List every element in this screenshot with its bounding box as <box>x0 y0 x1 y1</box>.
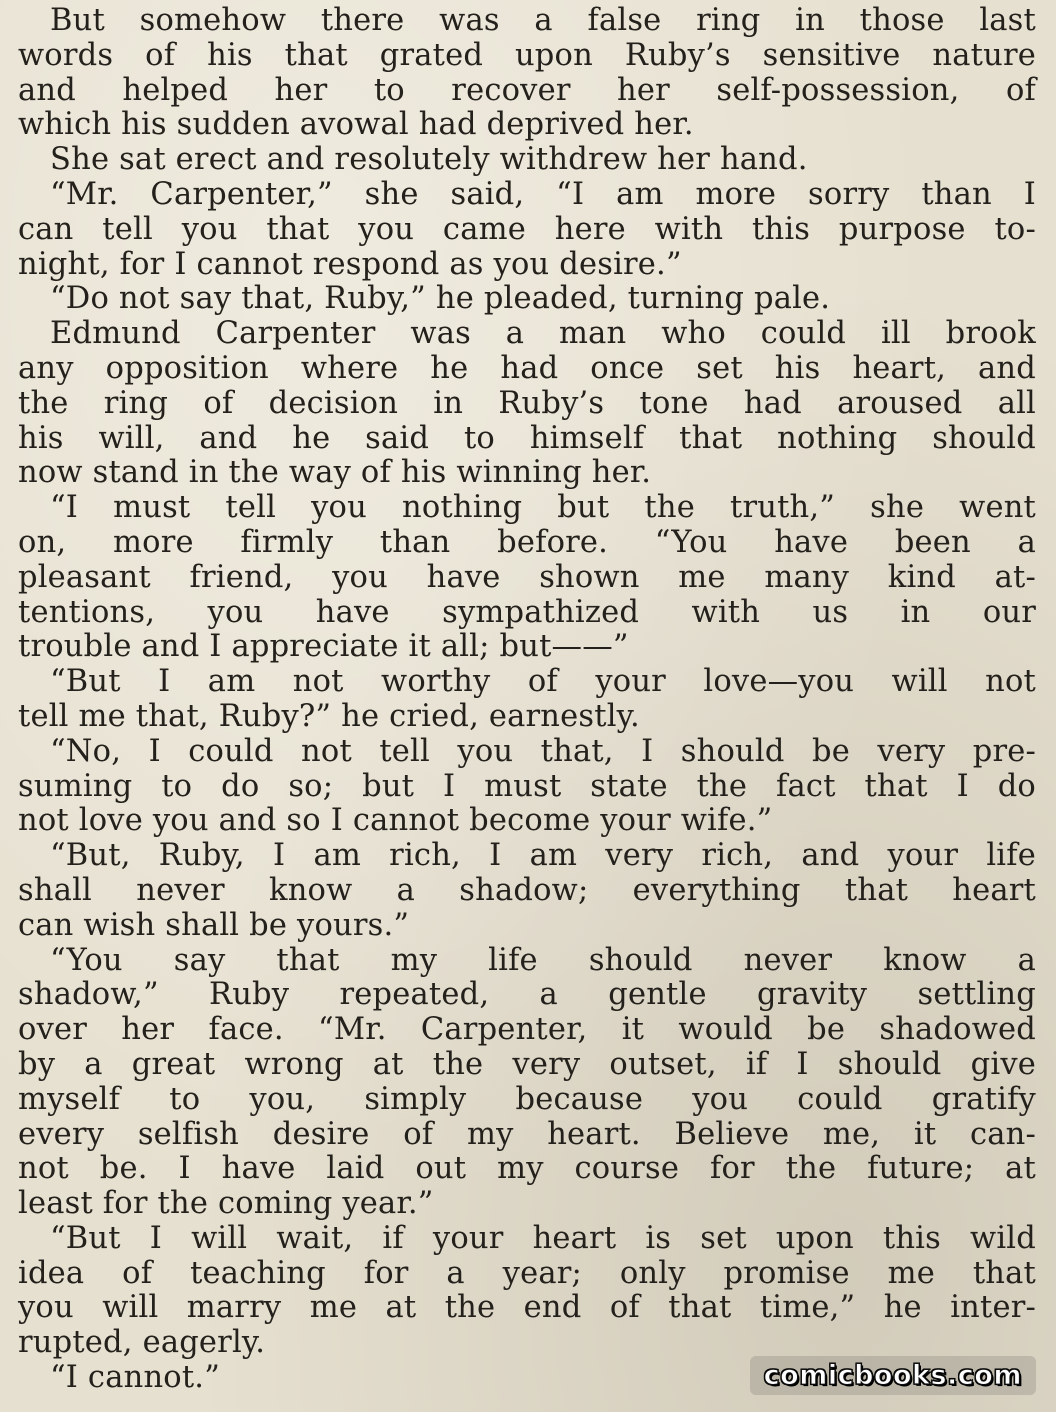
text-line: on, more firmly than before. “You have been a <box>18 524 1036 560</box>
text-line: “But, Ruby, I am rich, I am very rich, and your life <box>50 838 1036 874</box>
text-line: “No, I could not tell you that, I should be very pre- <box>50 733 1036 769</box>
watermark-logo: comicbooks.com <box>750 1356 1036 1395</box>
text-line: not be. I have laid out my course for the future; at <box>18 1151 1036 1187</box>
text-line: his will, and he said to himself that nothing should <box>18 420 1036 456</box>
text-line: rupted, eagerly. <box>18 1325 266 1361</box>
text-line: which his sudden avowal had deprived her. <box>18 107 694 143</box>
text-line: by a great wrong at the very outset, if I should give <box>18 1046 1036 1082</box>
text-column <box>18 4 1036 1396</box>
text-line: shall never know a shadow; everything that heart <box>18 872 1036 908</box>
text-line: over her face. “Mr. Carpenter, it would be shadowed <box>18 1012 1036 1048</box>
text-line: idea of teaching for a year; only promise me that <box>18 1255 1036 1291</box>
text-line: least for the coming year.” <box>18 1186 434 1222</box>
text-line: shadow,” Ruby repeated, a gentle gravity settling <box>18 977 1036 1013</box>
text-line: myself to you, simply because you could gratify <box>18 1081 1036 1117</box>
text-line: “But I will wait, if your heart is set upon this wild <box>50 1220 1036 1256</box>
text-line: any opposition where he had once set his heart, and <box>18 350 1036 386</box>
text-line: can tell you that you came here with this purpose to- <box>18 211 1036 247</box>
text-line: can wish shall be yours.” <box>18 907 410 943</box>
text-line: “I must tell you nothing but the truth,” she went <box>50 490 1036 526</box>
text-line: “Mr. Carpenter,” she said, “I am more sorry than I <box>50 176 1036 212</box>
text-line: the ring of decision in Ruby’s tone had aroused all <box>18 385 1036 421</box>
text-line: suming to do so; but I must state the fact that I do <box>18 768 1036 804</box>
text-line: pleasant friend, you have shown me many kind at- <box>18 559 1036 595</box>
text-line: every selfish desire of my heart. Believe me, it can- <box>18 1116 1036 1152</box>
text-line: you will marry me at the end of that time,” he inter- <box>18 1290 1036 1326</box>
text-line: “But I am not worthy of your love—you will not <box>50 664 1036 700</box>
text-line: trouble and I appreciate it all; but——” <box>18 629 629 665</box>
text-line: But somehow there was a false ring in those last <box>50 3 1036 38</box>
text-line: not love you and so I cannot become your wife.” <box>18 803 773 839</box>
text-line: and helped her to recover her self-possession, of <box>18 72 1036 108</box>
text-line: words of his that grated upon Ruby’s sensitive nature <box>18 37 1036 73</box>
text-line: now stand in the way of his winning her. <box>18 455 652 491</box>
text-line: “I cannot.” <box>50 1360 220 1396</box>
text-line: “You say that my life should never know a <box>50 942 1036 978</box>
text-line: tentions, you have sympathized with us in our <box>18 594 1036 630</box>
text-line: tell me that, Ruby?” he cried, earnestly. <box>18 698 640 734</box>
text-line: “Do not say that, Ruby,” he pleaded, turning pale. <box>50 281 831 317</box>
text-line: night, for I cannot respond as you desire.” <box>18 246 682 282</box>
text-line: Edmund Carpenter was a man who could ill brook <box>50 316 1036 352</box>
text-line: She sat erect and resolutely withdrew her hand. <box>50 142 808 178</box>
